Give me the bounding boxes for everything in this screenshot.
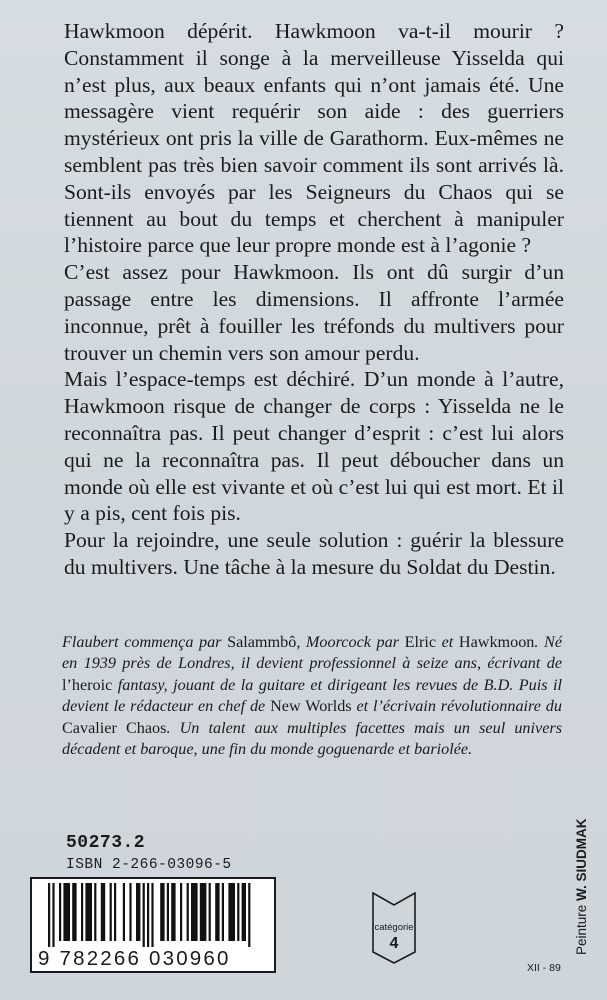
synopsis-paragraph-4: Pour la rejoindre, une seule solution : guérir la blessure du multivers. Une tâche à la mesure du Soldat du Destin. xyxy=(64,528,564,579)
synopsis xyxy=(64,18,564,581)
barcode-bar xyxy=(200,883,207,941)
barcode-bar xyxy=(94,883,96,941)
credit-artist: W. SIUDMAK xyxy=(574,818,589,901)
isbn-label: ISBN 2-266-03096-5 xyxy=(66,857,232,873)
barcode-bar xyxy=(129,883,131,941)
barcode-bar xyxy=(147,883,149,947)
blurb-text: et xyxy=(436,633,459,651)
barcode-bar xyxy=(187,883,189,941)
catalog-number: 50273.2 xyxy=(66,833,146,853)
barcode-bar xyxy=(215,883,219,941)
barcode-bar xyxy=(136,883,140,941)
barcode-bar xyxy=(209,883,211,941)
barcode-bar xyxy=(151,883,153,947)
barcode-bar xyxy=(191,883,198,941)
category-label: catégorie xyxy=(374,922,414,933)
blurb-title-new-worlds: New Worlds xyxy=(270,697,352,716)
barcode-bar xyxy=(228,883,235,941)
blurb-title-cavalier-chaos: Cavalier Chaos xyxy=(62,718,167,737)
blurb-title-salammbo: Salammbô xyxy=(227,633,297,651)
barcode-bar xyxy=(171,883,175,941)
print-date-code: XII - 89 xyxy=(527,962,561,974)
barcode-bar xyxy=(242,883,246,941)
barcode-bars xyxy=(48,883,260,947)
barcode-bar xyxy=(167,883,169,941)
barcode-bar xyxy=(81,883,83,941)
barcode-bar xyxy=(114,883,116,941)
barcode-bar xyxy=(85,883,92,941)
barcode-digits: 9 782266 030960 xyxy=(38,947,231,970)
barcode-bar xyxy=(237,883,239,941)
blurb-title-elric: Elric xyxy=(404,633,437,651)
barcode-bar xyxy=(143,883,145,947)
barcode-bar xyxy=(59,883,61,941)
synopsis-paragraph-3: Mais l’espace-temps est déchiré. D’un monde à l’autre, Hawkmoon risque de changer de corps : Yisselda ne le reconnaîtra pas. Il peut changer d’esprit : c’est lui alors qui ne la reconnaîtra pas. Il peut déboucher dans un monde où elle est vivante et où c’est lui qui est mort. Et il y a pis, cent fois pis. xyxy=(64,367,564,526)
barcode-bar xyxy=(160,883,164,941)
barcode-bar xyxy=(248,883,250,947)
credit-prefix: Peinture xyxy=(574,900,589,955)
barcode-bar xyxy=(101,883,105,941)
author-blurb xyxy=(62,632,562,760)
synopsis-paragraph-2: C’est assez pour Hawkmoon. Ils ont dû surgir d’un passage entre les dimensions. Il affronte l’armée inconnue, prêt à fouiller les tréfonds du multivers pour trouver un chemin vers son amour perdu. xyxy=(64,260,564,365)
barcode-bar xyxy=(72,883,76,941)
blurb-term-heroic: l’heroic xyxy=(62,675,113,694)
blurb-title-hawkmoon: Hawkmoon xyxy=(458,633,535,651)
blurb-text: Flaubert commença par xyxy=(62,633,228,651)
blurb-text: et l’écrivain révolutionnaire du xyxy=(351,697,562,716)
barcode-bar xyxy=(52,883,54,947)
blurb-text: fantasy, jouant de la guitare et dirigeant les revues de B.D. Puis il devient le rédacteur en chef de xyxy=(62,675,562,716)
barcode xyxy=(30,877,276,973)
barcode-bar xyxy=(110,883,112,941)
barcode-bar xyxy=(222,883,224,941)
category-number: 4 xyxy=(389,935,399,952)
barcode-bar xyxy=(123,883,125,941)
synopsis-paragraph-1: Hawkmoon dépérit. Hawkmoon va-t-il mourir ? Constamment il songe à la merveilleuse Yisselda qui n’est plus, aux beaux enfants qui n’ont jamais été. Une messagère vient requérir son aide : des guerriers mystérieux ont pris la ville de Garathorm. Eux-mêmes ne semblent pas très bien savoir comment ils sont arrivés là. Sont-ils envoyés par les Seigneurs du Chaos qui se tiennent au bout du temps et cherchent à manipuler l’histoire parce que leur propre monde est à l’agonie ? xyxy=(64,19,564,258)
barcode-bar xyxy=(63,883,70,941)
barcode-bar xyxy=(48,883,50,947)
blurb-text: . Né en 1939 près de Londres, il devient professionnel à seize ans, écrivant de xyxy=(62,633,563,673)
cover-art-credit xyxy=(574,818,589,955)
blurb-text: , Moorcock par xyxy=(296,633,405,651)
blurb-text: . Un talent aux multiples facettes mais un seul univers décadent et baroque, une fin du monde goguenarde et bariolée. xyxy=(62,718,562,759)
barcode-bar xyxy=(180,883,182,941)
